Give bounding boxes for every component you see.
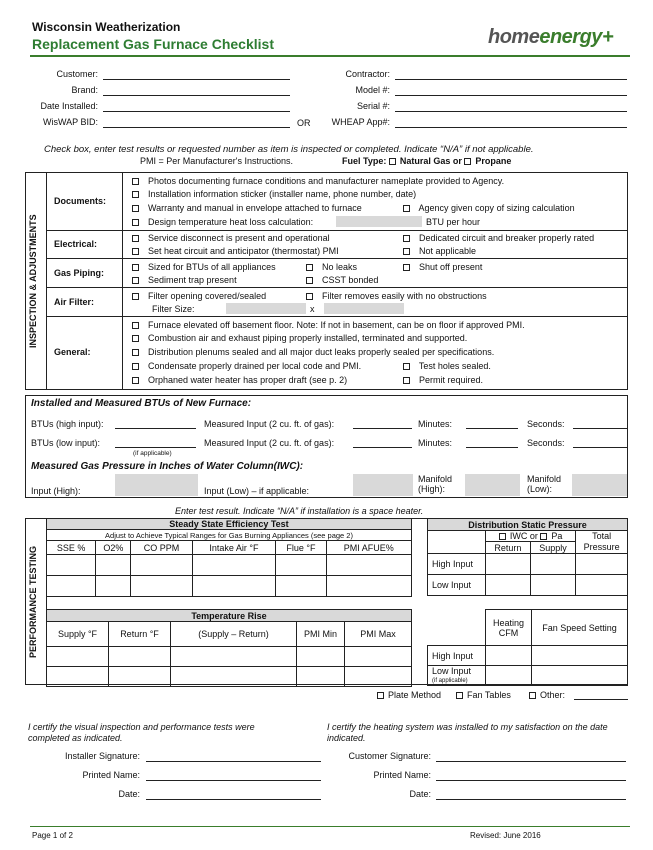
or-label: OR xyxy=(297,118,311,128)
inspection-side-label: INSPECTION & ADJUSTMENTS xyxy=(28,214,38,348)
temp-col: Supply °F xyxy=(47,622,109,647)
sse-cell[interactable] xyxy=(192,576,276,597)
elec-item-disconnect: Service disconnect is present and operational xyxy=(132,233,330,243)
minutes-high-field[interactable] xyxy=(466,419,518,429)
general-item-permit: Permit required. xyxy=(403,375,483,385)
sse-title: Steady State Efficiency Test xyxy=(47,519,412,530)
date-installed-field[interactable] xyxy=(103,102,290,112)
dsp-cell[interactable] xyxy=(530,575,576,596)
temp-cell[interactable] xyxy=(47,667,109,687)
installer-printed-field[interactable] xyxy=(146,771,321,781)
cfm-cell[interactable] xyxy=(486,666,532,686)
fan-cell[interactable] xyxy=(532,646,628,666)
temp-col: (Supply – Return) xyxy=(171,622,297,647)
doc-item-sizing: Agency given copy of sizing calculation xyxy=(403,203,575,213)
model-field[interactable] xyxy=(395,86,627,96)
customer-printed-label: Printed Name: xyxy=(373,770,431,780)
brand-field[interactable] xyxy=(103,86,290,96)
serial-label: Serial #: xyxy=(356,101,390,111)
general-item-plenums: Distribution plenums sealed and all major duct leaks properly sealed per specifications. xyxy=(132,347,494,357)
plate-method-option: Plate Method xyxy=(377,690,441,700)
footer-divider xyxy=(30,826,630,827)
contractor-field[interactable] xyxy=(395,70,627,80)
cfm-high-input: High Input xyxy=(428,646,486,666)
sse-subtitle: Adjust to Achieve Typical Ranges for Gas Burning Appliances (see page 2) xyxy=(47,530,412,541)
installer-printed-label: Printed Name: xyxy=(82,770,140,780)
wheap-field[interactable] xyxy=(395,118,627,128)
customer-signature-label: Customer Signature: xyxy=(348,751,431,761)
filter-size-label: Filter Size: xyxy=(152,304,195,314)
fan-tables-option: Fan Tables xyxy=(456,690,511,700)
sse-col: Intake Air °F xyxy=(192,541,276,555)
sse-cell[interactable] xyxy=(131,576,192,597)
general-item-combustion: Combustion air and exhaust piping properly installed, terminated and supported. xyxy=(132,333,467,343)
gas-item-sediment: Sediment trap present xyxy=(132,275,237,285)
temp-cell[interactable] xyxy=(171,667,297,687)
home-energy-logo: homeenergy+ xyxy=(488,26,614,48)
wiswap-label: WisWAP BID: xyxy=(42,117,98,127)
btu-high-field[interactable] xyxy=(115,419,196,429)
other-option: Other: xyxy=(529,690,565,700)
header-divider xyxy=(30,55,630,57)
temp-cell[interactable] xyxy=(345,667,412,687)
dsp-col-total-a: Total xyxy=(576,531,628,542)
other-field[interactable] xyxy=(574,690,628,700)
filter-item-removes: Filter removes easily with no obstructions xyxy=(306,291,487,301)
wheap-label: WHEAP App#: xyxy=(331,117,390,127)
btu-high-label: BTUs (high input): xyxy=(31,419,104,429)
page-title: Replacement Gas Furnace Checklist xyxy=(32,36,274,52)
cfm-cell[interactable] xyxy=(486,646,532,666)
header-line1: Wisconsin Weatherization xyxy=(32,20,181,34)
dsp-cell[interactable] xyxy=(486,554,531,575)
seconds-low-label: Seconds: xyxy=(527,438,565,448)
installer-date-field[interactable] xyxy=(146,790,321,800)
temp-title: Temperature Rise xyxy=(47,610,412,622)
gas-item-shutoff: Shut off present xyxy=(403,262,482,272)
pressure-title: Measured Gas Pressure in Inches of Water Column(IWC): xyxy=(31,461,304,472)
elec-item-na: Not applicable xyxy=(403,246,476,256)
btu-low-field[interactable] xyxy=(115,438,196,448)
sse-cell[interactable] xyxy=(192,555,276,576)
minutes-low-label: Minutes: xyxy=(418,438,453,448)
sse-col: O2% xyxy=(96,541,131,555)
btu-title: Installed and Measured BTUs of New Furnace: xyxy=(31,398,252,409)
certify-right-text: I certify the heating system was installed to my satisfaction on the date indicated. xyxy=(327,722,608,743)
temp-cell[interactable] xyxy=(345,647,412,667)
natural-gas-checkbox[interactable] xyxy=(389,158,396,165)
general-label: General: xyxy=(54,347,91,357)
temp-cell[interactable] xyxy=(297,647,345,667)
sse-cell[interactable] xyxy=(47,555,96,576)
temp-rise-table xyxy=(46,609,412,687)
sse-cell[interactable] xyxy=(326,576,411,597)
doc-item-heat-loss: Design temperature heat loss calculation: xyxy=(132,217,313,227)
gas-item-no-leaks: No leaks xyxy=(306,262,357,272)
date-installed-label: Date Installed: xyxy=(40,101,98,111)
input-high-field[interactable] xyxy=(115,474,198,496)
fan-cell[interactable] xyxy=(532,666,628,686)
customer-date-label: Date: xyxy=(409,789,431,799)
sse-cell[interactable] xyxy=(326,555,411,576)
dsp-cell[interactable] xyxy=(576,554,628,575)
filter-item-covered: Filter opening covered/sealed xyxy=(132,291,266,301)
filter-size-h-field[interactable] xyxy=(324,303,404,314)
sse-cell[interactable] xyxy=(276,555,326,576)
filter-size-x: x xyxy=(310,304,315,314)
seconds-high-field[interactable] xyxy=(573,419,627,429)
temp-cell[interactable] xyxy=(109,647,171,667)
btu-low-if-applicable: (if applicable) xyxy=(133,450,172,457)
model-label: Model #: xyxy=(355,85,390,95)
customer-signature-field[interactable] xyxy=(436,752,626,762)
performance-side-label: PERFORMANCE TESTING xyxy=(28,545,38,658)
input-high-label: Input (High): xyxy=(31,486,81,496)
dsp-col: Supply xyxy=(530,542,576,554)
measured-low-field[interactable] xyxy=(353,438,412,448)
filter-size-w-field[interactable] xyxy=(226,303,306,314)
manifold-low-label: Manifold (Low): xyxy=(527,474,562,494)
customer-date-field[interactable] xyxy=(436,790,626,800)
general-item-orphaned: Orphaned water heater has proper draft (see p. 2) xyxy=(132,375,347,385)
doc-item-warranty: Warranty and manual in envelope attached to furnace xyxy=(132,203,362,213)
gas-item-sized: Sized for BTUs of all appliances xyxy=(132,262,276,272)
manifold-low-field[interactable] xyxy=(572,474,627,496)
customer-label: Customer: xyxy=(56,69,98,79)
cfm-table xyxy=(427,609,628,686)
temp-cell[interactable] xyxy=(109,667,171,687)
installer-signature-field[interactable] xyxy=(146,752,321,762)
dsp-cell[interactable] xyxy=(576,575,628,596)
certify-left-text: I certify the visual inspection and performance tests were completed as indicated. xyxy=(28,722,255,743)
customer-printed-field[interactable] xyxy=(436,771,626,781)
sse-col: Flue °F xyxy=(276,541,326,555)
heating-cfm-header: Heating CFM xyxy=(486,610,532,646)
temp-cell[interactable] xyxy=(297,667,345,687)
gas-item-csst: CSST bonded xyxy=(306,275,378,285)
air-filter-label: Air Filter: xyxy=(54,297,95,307)
minutes-high-label: Minutes: xyxy=(418,419,453,429)
elec-item-dedicated: Dedicated circuit and breaker properly rated xyxy=(403,233,594,243)
sse-table xyxy=(46,518,412,597)
wiswap-field[interactable] xyxy=(103,118,290,128)
sse-col: SSE % xyxy=(47,541,96,555)
general-item-condensate: Condensate properly drained per local code and PMI. xyxy=(132,361,361,371)
dsp-cell[interactable] xyxy=(530,554,576,575)
elec-item-anticipator: Set heat circuit and anticipator (thermostat) PMI xyxy=(132,246,339,256)
sse-cell[interactable] xyxy=(131,555,192,576)
minutes-low-field[interactable] xyxy=(466,438,518,448)
temp-col: Return °F xyxy=(109,622,171,647)
btu-low-label: BTUs (low input): xyxy=(31,438,101,448)
doc-item-sticker: Installation information sticker (installer name, phone number, date) xyxy=(132,189,416,199)
fuel-type: Fuel Type: Natural Gas or Propane xyxy=(342,156,512,166)
sse-cell[interactable] xyxy=(276,576,326,597)
sse-col: PMI AFUE% xyxy=(326,541,411,555)
fan-speed-header: Fan Speed Setting xyxy=(532,610,628,646)
pa-checkbox[interactable] xyxy=(540,533,547,540)
brand-label: Brand: xyxy=(71,85,98,95)
revised-date: Revised: June 2016 xyxy=(470,831,541,840)
measured-low-label: Measured Input (2 cu. ft. of gas): xyxy=(204,438,335,448)
seconds-high-label: Seconds: xyxy=(527,419,565,429)
serial-field[interactable] xyxy=(395,102,627,112)
dsp-title: Distribution Static Pressure xyxy=(428,519,628,531)
customer-field[interactable] xyxy=(103,70,290,80)
documents-label: Documents: xyxy=(54,196,107,206)
dsp-cell[interactable] xyxy=(486,575,531,596)
temp-cell[interactable] xyxy=(47,647,109,667)
measured-high-field[interactable] xyxy=(353,419,412,429)
dsp-table xyxy=(427,518,628,596)
dsp-col: Return xyxy=(486,542,531,554)
manifold-high-field[interactable] xyxy=(465,474,520,496)
temp-cell[interactable] xyxy=(171,647,297,667)
dsp-units: IWC or Pa xyxy=(486,531,576,542)
input-low-label: Input (Low) – if applicable: xyxy=(204,486,310,496)
sse-cell[interactable] xyxy=(96,576,131,597)
dsp-low-input: Low Input xyxy=(428,575,486,596)
temp-col: PMI Max xyxy=(345,622,412,647)
btu-unit: BTU per hour xyxy=(426,217,481,227)
general-item-test-holes: Test holes sealed. xyxy=(403,361,491,371)
general-item-elevated: Furnace elevated off basement floor. Note: If not in basement, can be on floor if approved PMI. xyxy=(132,320,525,330)
manifold-high-label: Manifold (High): xyxy=(418,474,453,494)
sse-col: CO PPM xyxy=(131,541,192,555)
sse-cell[interactable] xyxy=(47,576,96,597)
electrical-label: Electrical: xyxy=(54,239,98,249)
heat-loss-field[interactable] xyxy=(336,216,422,227)
input-low-field[interactable] xyxy=(353,474,413,496)
measured-high-label: Measured Input (2 cu. ft. of gas): xyxy=(204,419,335,429)
installer-signature-label: Installer Signature: xyxy=(64,751,140,761)
doc-item-photos: Photos documenting furnace conditions and manufacturer nameplate provided to Agency. xyxy=(132,176,504,186)
seconds-low-field[interactable] xyxy=(573,438,627,448)
dsp-col-total-b: Pressure xyxy=(576,542,628,554)
propane-checkbox[interactable] xyxy=(464,158,471,165)
dsp-high-input: High Input xyxy=(428,554,486,575)
temp-col: PMI Min xyxy=(297,622,345,647)
sse-cell[interactable] xyxy=(96,555,131,576)
contractor-label: Contractor: xyxy=(345,69,390,79)
iwc-checkbox[interactable] xyxy=(499,533,506,540)
pmi-note: PMI = Per Manufacturer's Instructions. xyxy=(140,156,294,166)
page-number: Page 1 of 2 xyxy=(32,831,73,840)
cfm-low-input: Low Input (if applicable) xyxy=(428,666,486,686)
test-instructions: Enter test result. Indicate “N/A” if installation is a space heater. xyxy=(175,506,424,516)
installer-date-label: Date: xyxy=(118,789,140,799)
gas-piping-label: Gas Piping: xyxy=(54,268,105,278)
instructions-text: Check box, enter test results or requested number as item is inspected or completed. Indicate “N/A” if not applicable. xyxy=(44,144,534,155)
